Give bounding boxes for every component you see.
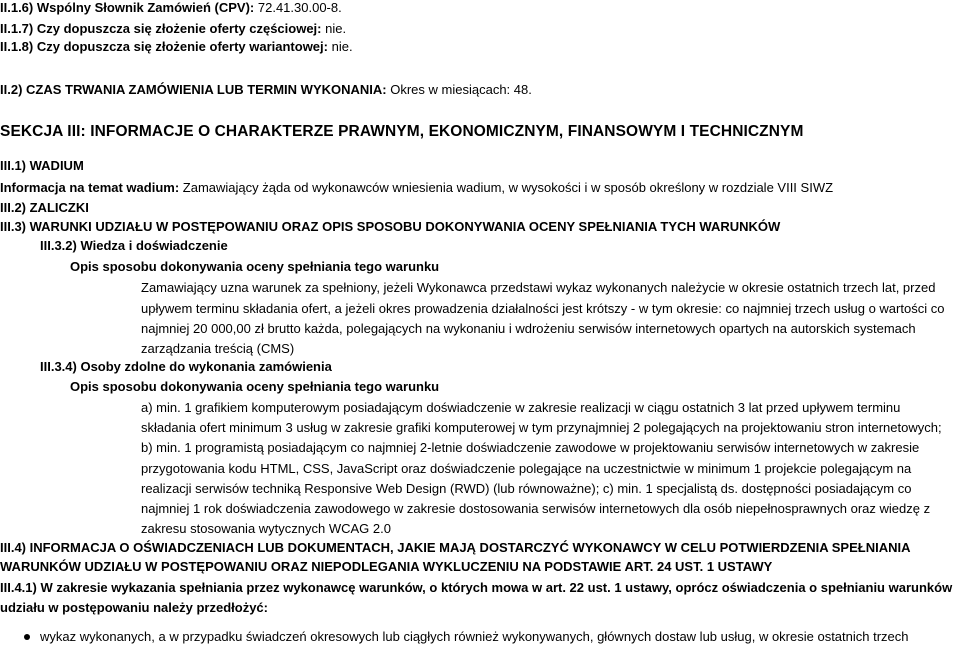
osoby-opis-heading: Opis sposobu dokonywania oceny spełniania tego warunku bbox=[70, 379, 440, 394]
duration-value: Okres w miesiącach: 48. bbox=[390, 82, 532, 97]
cpv-value: 72.41.30.00-8. bbox=[257, 0, 342, 15]
osoby-text-3: b) min. 1 programistą posiadającym co najmniej 2-letnie doświadczenie zawodowe w projektowaniu serwisów internetowych w zakresie bbox=[141, 440, 920, 455]
zaliczki-heading: III.2) ZALICZKI bbox=[0, 200, 89, 215]
wiedza-text-2: upływem terminu składania ofert, a jeżeli okres prowadzenia działalności jest krótszy - w tym okresie: co najmniej trzech usług o wartości co bbox=[141, 301, 945, 316]
osoby-text-4: przygotowania kodu HTML, CSS, JavaScript oraz doświadczenie polegające na uczestnictwie w minimum 1 projekcie polegającym na bbox=[141, 461, 912, 476]
iii-4-1-text-1: III.4.1) W zakresie wykazania spełniania przez wykonawcę warunków, o których mowa w art. 22 ust. 1 ustawy, oprócz oświadczenia o spełnianiu warunków bbox=[0, 580, 953, 595]
oswiadczenia-heading-2: WARUNKÓW UDZIAŁU W POSTĘPOWANIU ORAZ NIEPODLEGANIA WYKLUCZENIU NA PODSTAWIE ART. 24 UST. 1 USTAWY bbox=[0, 559, 773, 574]
partial-offer-line bbox=[0, 21, 346, 37]
wiedza-text-4: zarządzania treścią (CMS) bbox=[141, 341, 295, 356]
bullet-item-text: wykaz wykonanych, a w przypadku świadczeń okresowych lub ciągłych również wykonywanych, głównych dostaw lub usług, w okresie ostatnich trzech bbox=[40, 629, 909, 644]
cpv-label: II.1.6) Wspólny Słownik Zamówień (CPV): bbox=[0, 0, 255, 15]
osoby-text-7: zakresu stosowania wytycznych WCAG 2.0 bbox=[141, 521, 391, 536]
partial-offer-value: nie. bbox=[325, 21, 347, 36]
wadium-info-line bbox=[0, 180, 833, 196]
duration-label: II.2) CZAS TRWANIA ZAMÓWIENIA LUB TERMIN WYKONANIA: bbox=[0, 82, 387, 97]
iii-4-1-text-2: udziału w postępowaniu należy przedłożyć: bbox=[0, 600, 268, 615]
wadium-heading: III.1) WADIUM bbox=[0, 158, 84, 173]
cpv-line bbox=[0, 0, 342, 16]
osoby-text-1: a) min. 1 grafikiem komputerowym posiadającym doświadczenie w zakresie realizacji w ciągu ostatnich 3 lat przed upływem terminu bbox=[141, 400, 901, 415]
wiedza-text-3: najmniej 20 000,00 zł brutto każda, polegających na wykonaniu i wdrożeniu serwisów internetowych opartych na autorskich systemach bbox=[141, 321, 916, 336]
section-iii-heading: SEKCJA III: INFORMACJE O CHARAKTERZE PRAWNYM, EKONOMICZNYM, FINANSOWYM I TECHNICZNYM bbox=[0, 123, 804, 140]
duration-line bbox=[0, 82, 532, 98]
osoby-heading: III.3.4) Osoby zdolne do wykonania zamówienia bbox=[40, 359, 332, 374]
wadium-info-label: Informacja na temat wadium: bbox=[0, 180, 180, 195]
wadium-info-value: Zamawiający żąda od wykonawców wniesienia wadium, w wysokości i w sposób określony w rozdziale VIII SIWZ bbox=[182, 180, 834, 195]
wiedza-opis-heading: Opis sposobu dokonywania oceny spełniania tego warunku bbox=[70, 259, 440, 274]
osoby-text-6: najmniej 1 rok doświadczenia zawodowego w zakresie dostosowania serwisów internetowych dla osób niepełnosprawnych oraz wiedzę z bbox=[141, 501, 931, 516]
wiedza-heading: III.3.2) Wiedza i doświadczenie bbox=[40, 238, 228, 253]
variant-offer-line bbox=[0, 39, 353, 55]
osoby-text-5: realizacji serwisów techniką Responsive Web Design (RWD) (lub równoważne); c) min. 1 specjalistą ds. dostępności posiadającym co bbox=[141, 481, 912, 496]
oswiadczenia-heading-1: III.4) INFORMACJA O OŚWIADCZENIACH LUB DOKUMENTACH, JAKIE MAJĄ DOSTARCZYĆ WYKONAWCY W CELU POTWIERDZENIA SPEŁNIANIA bbox=[0, 540, 911, 555]
variant-offer-label: II.1.8) Czy dopuszcza się złożenie oferty wariantowej: bbox=[0, 39, 328, 54]
variant-offer-value: nie. bbox=[331, 39, 353, 54]
wiedza-text-1: Zamawiający uzna warunek za spełniony, jeżeli Wykonawca przedstawi wykaz wykonanych należycie w okresie ostatnich trzech lat, przed bbox=[141, 280, 936, 295]
osoby-text-2: składania ofert minimum 3 usług w zakresie grafiki komputerowej w tym przynajmniej 2 polegających na projektowaniu stron internetowych; bbox=[141, 420, 942, 435]
warunki-heading: III.3) WARUNKI UDZIAŁU W POSTĘPOWANIU ORAZ OPIS SPOSOBU DOKONYWANIA OCENY SPEŁNIANIA TYCH WARUNKÓW bbox=[0, 219, 781, 234]
bullet-icon bbox=[24, 634, 30, 640]
partial-offer-label: II.1.7) Czy dopuszcza się złożenie oferty częściowej: bbox=[0, 21, 322, 36]
